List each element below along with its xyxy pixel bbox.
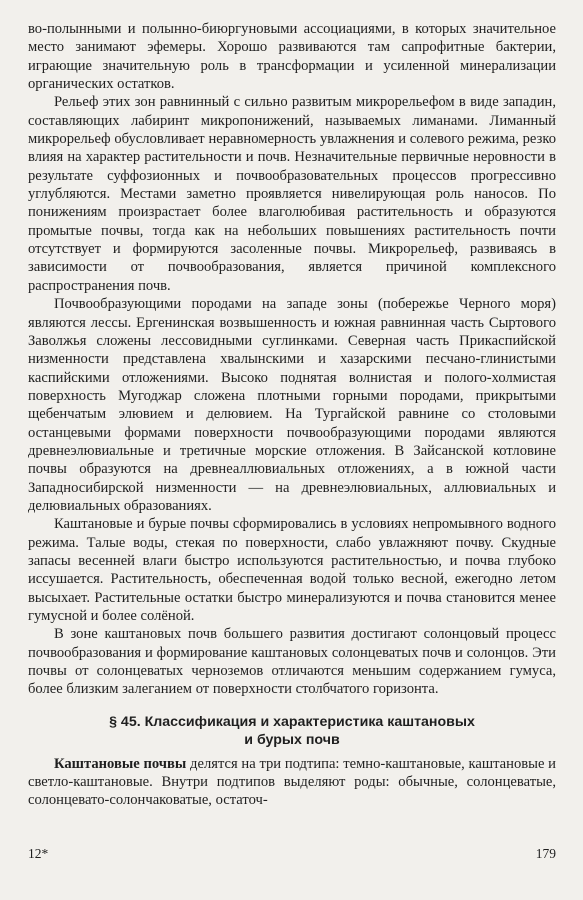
- paragraph-5: В зоне каштановых почв большего развития достигают солонцовый процесс почвообразования и формирование каштановых солонцеватых почв и солонцов. Эти почвы от солонцеватых черноземов отличаются меньшим содержанием гумуса, более близким залеганием от поверхности столбчатого горизонта.: [28, 626, 556, 698]
- section-heading: [28, 713, 556, 749]
- paragraph-1: во-полынными и полынно-биюргуновыми ассоциациями, в которых значительное место занимают эфемеры. Хорошо развиваются там сапрофитные бактерии, играющие значительную роль в трансформации и усиленной минерализации органических остатков.: [28, 21, 556, 93]
- paragraph-3: Почвообразующими породами на западе зоны (побережье Черного моря) являются лессы. Ергенинская возвышенность и южная равнинная часть Сыртового Заволжья сложены лессовидными суглинками. Северная часть Прикаспийской низменности представлена хвалынскими и хазарскими песчано-глинистыми каспийскими отложениями. Высоко поднятая волнистая и полого-холмистая поверхность Мугоджар сложена плотными горными породами, прикрытыми щебенчатым элювием и делювием. На Тургайской равнине со столовыми останцевыми формами поверхности почвообразующими породами являются древнеэлювиальные и третичные морские отложения. В Зайсанской котловине почвы образуются на древнеаллювиальных отложениях, а в южной части Западносибирской низменности — на древнеэлювиальных, аллювиальных и делювиальных образованиях.: [28, 296, 556, 514]
- signature-mark: 12*: [28, 846, 49, 861]
- section-heading-line-1: § 45. Классификация и характеристика каштановых: [109, 713, 475, 730]
- paragraph-4: Каштановые и бурые почвы сформировались в условиях непромывного водного режима. Талые воды, стекая по поверхности, слабо увлажняют почву. Скудные запасы весенней влаги быстро используются растительностью, и почва глубоко иссушается. Растительность, обеспеченная водой только весной, ежегодно летом высыхает. Растительные остатки быстро минерализуются и почва становится менее гумусной и более солёной.: [28, 516, 556, 624]
- paragraph-6-text: делятся на три подтипа: темно-каштановые, каштановые и светло-каштановые. Внутри подтипов выделяют роды: обычные, солонцеватые, солонцевато-солончаковатые, остаточ-: [28, 755, 556, 809]
- page-body: [28, 20, 556, 810]
- paragraph-6: [28, 755, 556, 810]
- section-heading-line-2: и бурых почв: [244, 731, 340, 748]
- paragraph-2: Рельеф этих зон равнинный с сильно развитым микрорельефом в виде западин, составляющих лабиринт микропонижений, называемых лиманами. Лиманный микрорельеф обусловливает неравномерность увлажнения и солевого режима, резко влияя на характер растительности и почв. Незначительные первичные неровности в результате суффозионных и почвообразовательных процессов прогрессивно углубляются. Местами заметно проявляется нивелирующая роль наносов. По понижениям произрастает более влаголюбивая растительность и образуются промытые почвы, тогда как на небольших повышениях растительность почти отсутствует и формируются засоленные почвы. Микрорельеф, развиваясь в зависимости от почвообразования, является причиной комплексного распространения почв.: [28, 94, 556, 294]
- page-number: 179: [535, 846, 556, 861]
- term-chestnut-soils: Каштановые почвы: [54, 755, 187, 772]
